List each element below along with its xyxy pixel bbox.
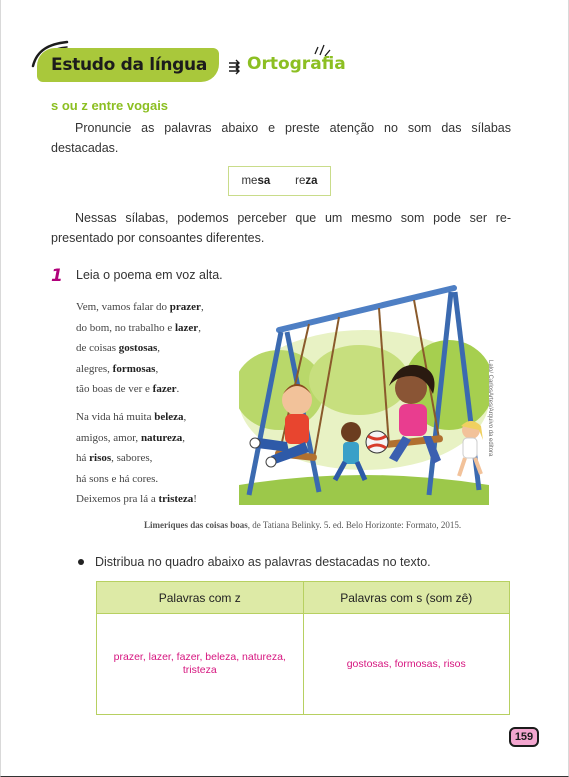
poem-line: Na vida há muita beleza,	[76, 410, 187, 423]
poem-line: Vem, vamos falar do prazer,	[76, 301, 204, 313]
bullet-icon	[78, 559, 84, 565]
poem-line: há sons e há cores.	[76, 472, 159, 485]
poem-line: tão boas de ver e fazer.	[76, 383, 180, 396]
section-header	[29, 40, 346, 90]
subsection-title: Ortografia	[247, 54, 346, 74]
poem-line: alegres, formosas,	[76, 362, 159, 375]
section-title: Estudo da língua	[51, 55, 207, 75]
example-word-mesa: mesa	[241, 175, 271, 187]
instruction-bullet	[78, 555, 431, 569]
example-word-reza: reza	[295, 175, 318, 187]
poem	[76, 297, 266, 517]
observation-paragraph: Nessas sílabas, podemos perceber que um mesmo som pode ser re-presentado por consoantes diferentes.	[51, 211, 511, 245]
table-header-s: Palavras com s (som zê)	[303, 582, 510, 614]
poem-stanza-2	[76, 407, 266, 510]
sparkle-lines-icon	[312, 42, 332, 58]
poem-line: amigos, amor, natureza,	[76, 431, 186, 444]
swing-set-illustration	[239, 280, 489, 505]
intro-paragraph: Pronuncie as palavras abaixo e preste atenção no som das sílabas destacadas.	[51, 121, 511, 155]
example-words-box	[228, 166, 331, 196]
question-text: Leia o poema em voz alta.	[76, 268, 223, 282]
page-number: 159	[509, 727, 539, 747]
topic-heading: s ou z entre vogais	[51, 98, 169, 113]
double-arrow-icon	[227, 59, 243, 75]
poem-line: há risos, sabores,	[76, 452, 153, 465]
section-label-pill	[37, 48, 219, 82]
answer-cell-z: prazer, lazer, fazer, beleza, natureza, tristeza	[97, 614, 304, 715]
question-number: 1	[51, 266, 63, 286]
poem-line: de coisas gostosas,	[76, 342, 161, 355]
answer-table	[96, 581, 510, 715]
poem-source: Limeriques das coisas boas, de Tatiana Belinky. 5. ed. Belo Horizonte: Formato, 2015.	[144, 520, 462, 530]
poem-line: Deixemos pra lá a tristeza!	[76, 493, 197, 506]
poem-stanza-1	[76, 297, 266, 400]
table-row	[97, 614, 510, 715]
instruction-text: Distribua no quadro abaixo as palavras destacadas no texto.	[95, 555, 431, 569]
illustration-credit: Lalo/ CarlosArtes/Arquivo da editora	[487, 360, 493, 457]
poem-line: do bom, no trabalho e lazer,	[76, 321, 201, 334]
answer-cell-s: gostosas, formosas, risos	[303, 614, 510, 715]
table-header-z: Palavras com z	[97, 582, 304, 614]
